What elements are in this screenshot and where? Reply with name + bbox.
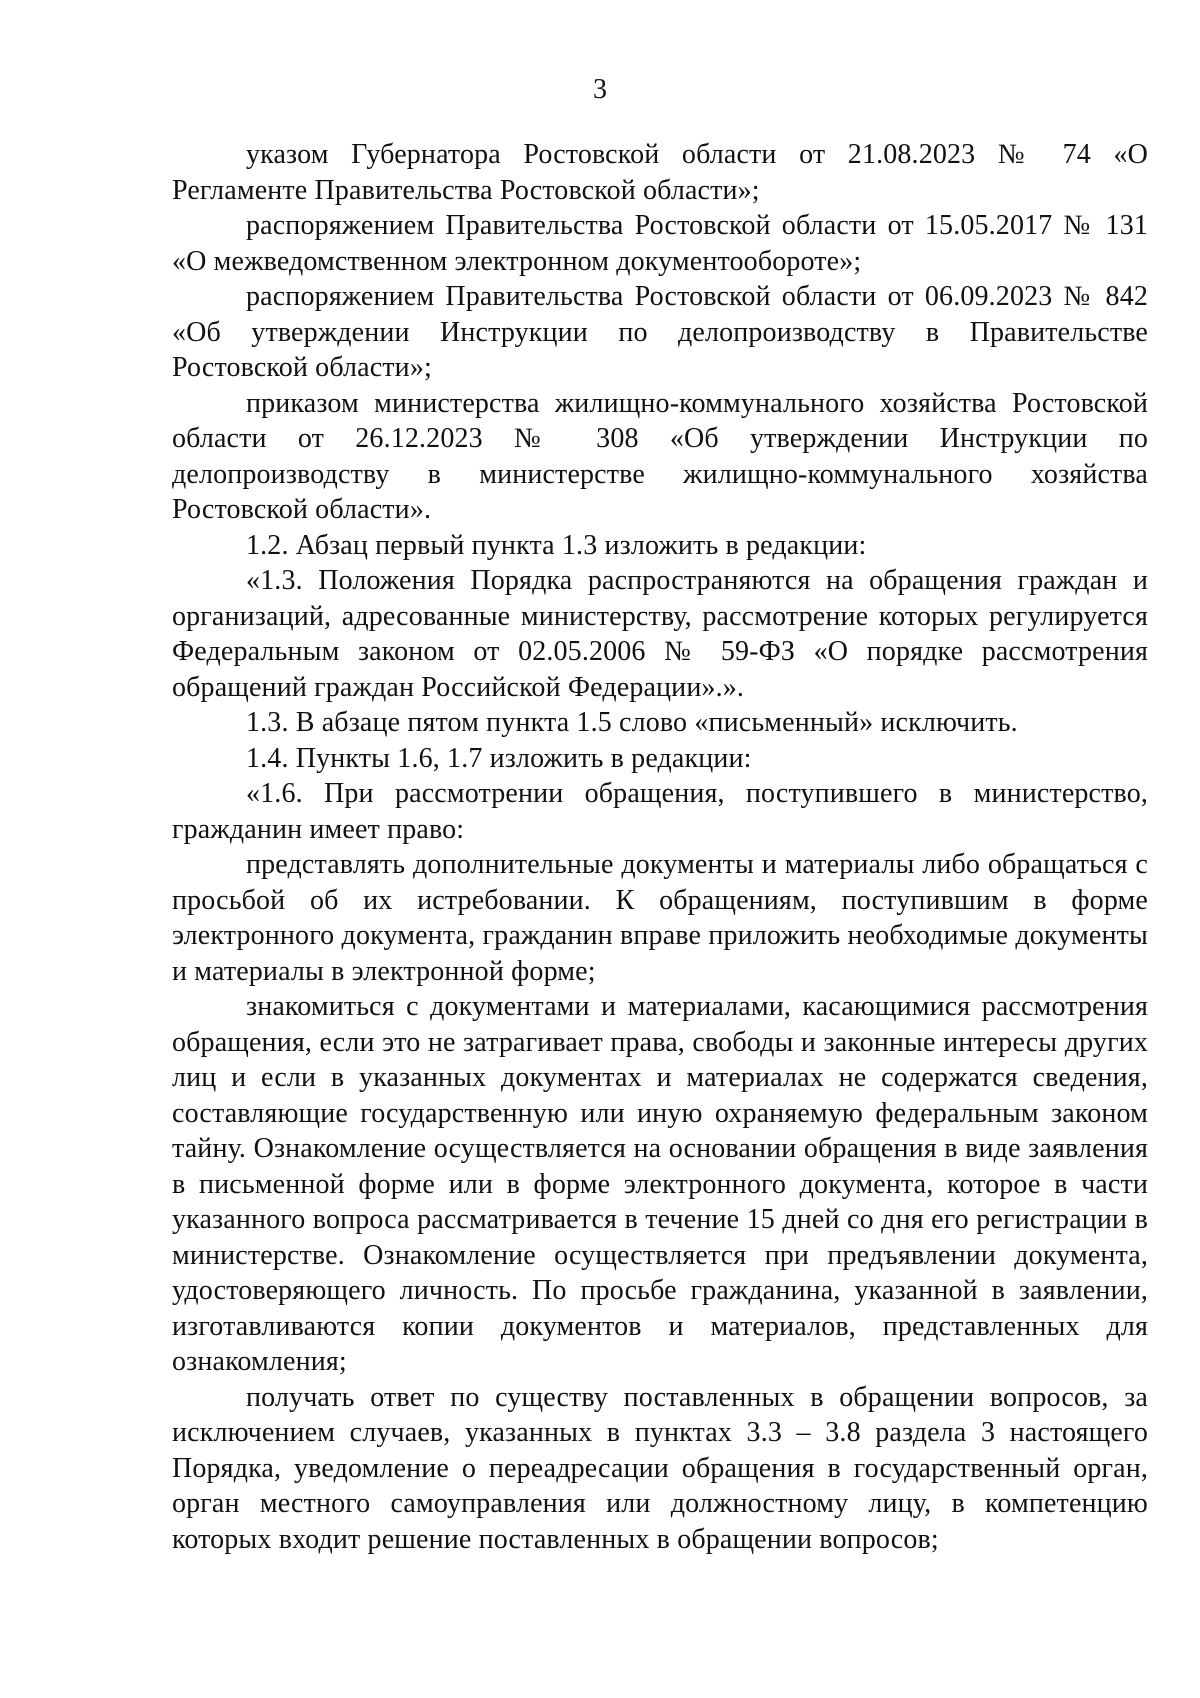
page-number: 3 bbox=[593, 74, 607, 105]
paragraph-item-1-4: 1.4. Пункты 1.6, 1.7 изложить в редакции: bbox=[246, 742, 752, 774]
document-body bbox=[172, 137, 1148, 1557]
paragraph-governor-decree: указом Губернатора Ростовской области от 21.08.2023 № 74 «О Регламенте Правительства Ростовской области»; bbox=[172, 139, 1148, 206]
paragraph-item-1-3: 1.3. В абзаце пятом пункта 1.5 слово «письменный» исключить. bbox=[246, 707, 1018, 738]
paragraph-order-131: распоряжением Правительства Ростовской области от 15.05.2017 № 131 «О межведомственном электронном документообороте»; bbox=[172, 210, 1148, 277]
paragraph-clause-1-3: «1.3. Положения Порядка распространяются на обращения граждан и организаций, адресованные министерству, рассмотрение которых регулируется Федеральным законом от 02.05.2006 № 59-ФЗ «О порядке рассмотрения обращений граждан Российской Федерации».». bbox=[172, 565, 1148, 703]
paragraph-clause-1-6: «1.6. При рассмотрении обращения, поступившего в министерство, гражданин имеет право: bbox=[172, 778, 1148, 845]
paragraph-item-1-2: 1.2. Абзац первый пункта 1.3 изложить в редакции: bbox=[246, 529, 867, 561]
paragraph-order-842: распоряжением Правительства Ростовской области от 06.09.2023 № 842 «Об утверждении Инструкции по делопроизводству в Правительстве Ростовской области»; bbox=[172, 281, 1148, 383]
paragraph-right-answer: получать ответ по существу поставленных в обращении вопросов, за исключением случаев, указанных в пунктах 3.3 – 3.8 раздела 3 настоящего Порядка, уведомление о переадресации обращения в государственный орган, орган местного самоуправления или должностному лицу, в компетенцию которых входит решение поставленных в обращении вопросов; bbox=[172, 1381, 1148, 1555]
paragraph-right-additional-documents: представлять дополнительные документы и материалы либо обращаться с просьбой об их истребовании. К обращениям, поступившим в форме электронного документа, гражданин вправе приложить необходимые документы и материалы в электронной форме; bbox=[172, 849, 1148, 987]
paragraph-right-familiarization: знакомиться с документами и материалами, касающимися рассмотрения обращения, если это не затрагивает права, свободы и законные интересы других лиц и если в указанных документах и материалах не содержатся сведения, составляющие государственную или иную охраняемую федеральным законом тайну. Ознакомление осуществляется на основании обращения в виде заявления в письменной форме или в форме электронного документа, которое в части указанного вопроса рассматривается в течение 15 дней со дня его регистрации в министерстве. Ознакомление осуществляется при предъявлении документа, удостоверяющего личность. По просьбе гражданина, указанной в заявлении, изготавливаются копии документов и материалов, представленных для ознакомления; bbox=[172, 991, 1148, 1377]
paragraph-ministry-order-308: приказом министерства жилищно-коммунального хозяйства Ростовской области от 26.12.2023 № 308 «Об утверждении Инструкции по делопроизводству в министерстве жилищно-коммунального хозяйства Ростовской области». bbox=[172, 387, 1148, 525]
